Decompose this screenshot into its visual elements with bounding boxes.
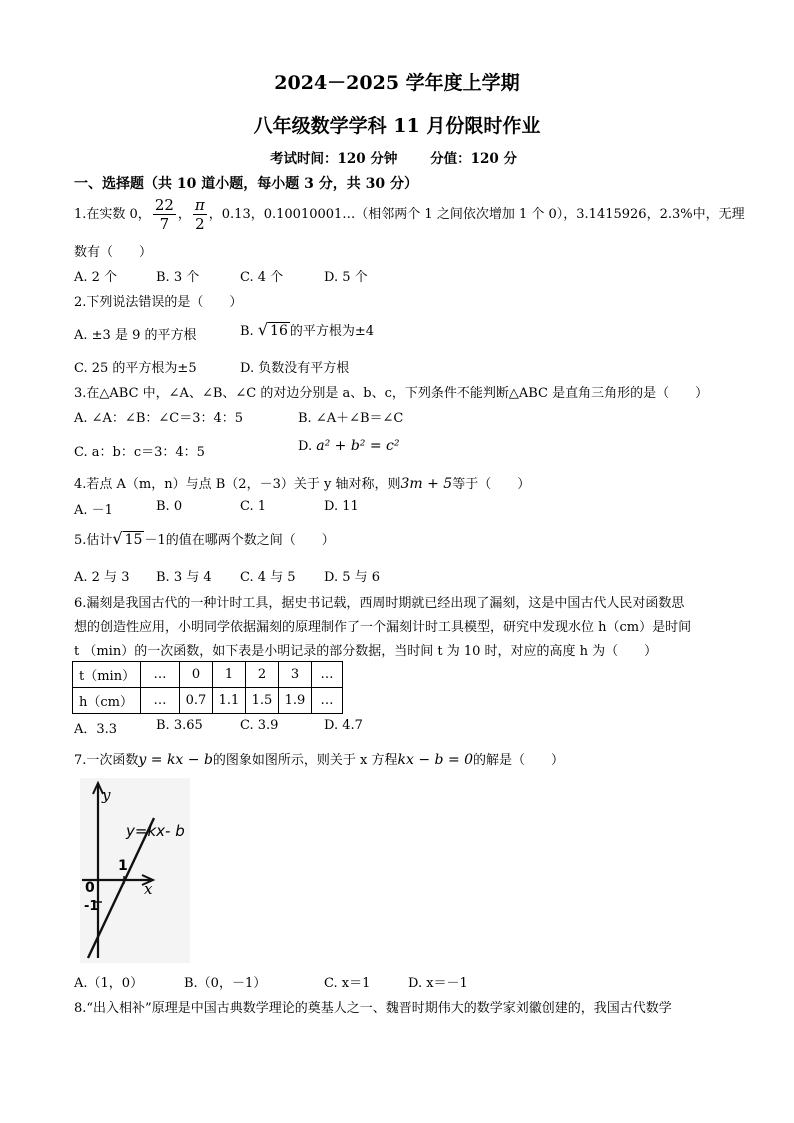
sqrt-symbol: √ 16 [257, 320, 288, 339]
q2-option-b [240, 320, 374, 339]
q1-option-d: D. 5 个 [324, 270, 368, 285]
table-row [73, 662, 343, 688]
q4-stem-a: 4.若点 A（m，n）与点 B（2，－3）关于 y 轴对称，则 [74, 477, 401, 492]
section-heading: 一、选择题（共 10 道小题，每小题 3 分，共 30 分） [74, 176, 418, 192]
q7-function-graph [80, 778, 190, 963]
q3-option-c: C. a：b：c＝3：4：5 [74, 445, 205, 460]
table-cell: 0 [180, 662, 213, 688]
q7-stem-math1: y = kx − b [138, 752, 213, 768]
q1-line2: 数有（ ） [74, 245, 153, 260]
title-line1: 2024－2025 学年度上学期 [274, 72, 520, 94]
q3-option-d [298, 438, 399, 454]
q3-option-a: A. ∠A：∠B：∠C＝3：4：5 [74, 411, 244, 426]
q7-stem-a: 7.一次函数 [74, 753, 139, 768]
q7-option-b: B.（0，－1） [184, 976, 267, 991]
table-cell: 1.1 [213, 688, 246, 714]
table-cell: … [141, 662, 180, 688]
q5-option-a: A. 2 与 3 [74, 570, 130, 585]
graph-background [80, 778, 190, 963]
exam-info [270, 147, 545, 167]
q1-frac2-num: π [194, 196, 205, 214]
table-row [73, 688, 343, 714]
q1-stem: 1.在实数 0， $\frac{22}{7}$ ， $\frac{\pi}{2}$ ，0.13，0.10010001…（相邻两个 1 之间依次增加 1 个 0），3.1415926，2.3%中，无理 [74, 196, 745, 233]
q6-line1: 6.漏刻是我国古代的一种计时工具，据史书记载，西周时期就已经出现了漏刻，这是中国古代人民对函数思 [74, 596, 685, 611]
q3-option-d-math: a² + b² = c² [316, 438, 400, 454]
table-header-cell: h（cm） [73, 688, 141, 714]
q6-line3: t （min）的一次函数，如下表是小明记录的部分数据，当时间 t 为 10 时，对应的高度 h 为（ ） [74, 644, 658, 659]
q1-option-b: B. 3 个 [156, 270, 200, 285]
q7-stem [74, 749, 564, 768]
exam-score: 分值：120 分 [430, 151, 517, 167]
q6-option-a: A．3.3 [74, 722, 118, 737]
q5-stem [74, 529, 335, 548]
sqrt-symbol: √ 15 [112, 529, 143, 548]
q5-option-d: D. 5 与 6 [324, 570, 381, 585]
q4-option-a: A. －1 [74, 503, 113, 518]
table-cell: 0.7 [180, 688, 213, 714]
q4-option-d: D. 11 [324, 499, 359, 514]
origin-label: 0 [85, 880, 95, 896]
q5-stem-b: 的值在哪两个数之间（ ） [165, 533, 335, 548]
q1-prefix: 1.在实数 0， [74, 207, 151, 222]
q1-frac1 [153, 196, 176, 233]
q3-option-b: B. ∠A＋∠B＝∠C [298, 411, 404, 426]
q2-stem: 2.下列说法错误的是（ ） [74, 295, 243, 310]
exam-time: 考试时间：120 分钟 [270, 151, 398, 167]
table-header-cell: t（min） [73, 662, 141, 688]
q7-stem-b: 的图象如图所示，则关于 x 方程 [212, 753, 398, 768]
q2-option-a: A. ±3 是 9 的平方根 [74, 328, 197, 343]
q1-rest: ，0.13，0.10010001…（相邻两个 1 之间依次增加 1 个 0），3.1415926，2.3%中，无理 [208, 207, 745, 222]
q2-radicand: 16 [270, 323, 288, 339]
q6-option-d: D. 4.7 [324, 718, 363, 733]
q3-option-d-prefix: D. [298, 439, 313, 454]
y-axis-label: y [102, 786, 111, 804]
q1-frac1-num: 22 [154, 196, 174, 214]
q6-line2: 想的创造性应用，小明同学依据漏刻的原理制作了一个漏刻计时工具模型，研究中发现水位 h（cm）是时间 [74, 620, 692, 635]
q4-stem [74, 473, 530, 492]
q7-option-d: D. x＝－1 [408, 976, 468, 991]
q1-frac1-den: 7 [159, 215, 170, 233]
q1-frac2-den: 2 [195, 215, 205, 233]
q6-option-b: B. 3.65 [156, 718, 203, 733]
x-axis-label: x [144, 880, 153, 898]
q7-stem-c: 的解是（ ） [473, 753, 565, 768]
q4-stem-b: 等于（ ） [452, 477, 531, 492]
q3-stem: 3.在△ABC 中，∠A、∠B、∠C 的对边分别是 a、b、c，下列条件不能判断△ABC 是直角三角形的是（ ） [74, 386, 709, 401]
q1-option-a: A. 2 个 [74, 270, 118, 285]
q7-stem-math2: kx − b = 0 [397, 752, 474, 768]
table-cell: 1 [213, 662, 246, 688]
table-cell: … [312, 688, 343, 714]
q5-radicand: 15 [124, 532, 143, 548]
q4-stem-math: 3m + 5 [400, 476, 453, 492]
function-label: y=kx- b [126, 822, 185, 840]
table-cell: 1.5 [246, 688, 279, 714]
q2-option-c: C. 25 的平方根为±5 [74, 361, 197, 376]
table-cell: … [312, 662, 343, 688]
table-cell: 1.9 [279, 688, 312, 714]
table-cell: … [141, 688, 180, 714]
q2-option-b-prefix: B. [240, 324, 254, 339]
q4-option-c: C. 1 [240, 499, 267, 514]
x-tick-label-one: 1 [118, 858, 128, 874]
q1-option-c: C. 4 个 [240, 270, 284, 285]
title-line2: 八年级数学学科 11 月份限时作业 [253, 115, 541, 137]
q1-frac2 [193, 196, 207, 233]
q4-option-b: B. 0 [156, 499, 183, 514]
q5-stem-a: 5.估计 [74, 533, 113, 548]
q5-option-b: B. 3 与 4 [156, 570, 212, 585]
q5-option-c: C. 4 与 5 [240, 570, 296, 585]
table-cell: 3 [279, 662, 312, 688]
y-tick-label-neg-one: -1 [84, 899, 99, 914]
q7-option-a: A.（1，0） [74, 976, 144, 991]
q8-line1: 8.“出入相补”原理是中国古典数学理论的奠基人之一、魏晋时期伟大的数学家刘徽创建的，我国古代数学 [74, 1001, 672, 1016]
q2-option-b-suffix: 的平方根为±4 [289, 324, 375, 339]
q6-data-table [72, 661, 343, 714]
q6-option-c: C. 3.9 [240, 718, 279, 733]
q7-option-c: C. x＝1 [324, 976, 371, 991]
q2-option-d: D. 负数没有平方根 [240, 361, 350, 376]
table-cell: 2 [246, 662, 279, 688]
q5-stem-minus: －1 [144, 533, 166, 548]
